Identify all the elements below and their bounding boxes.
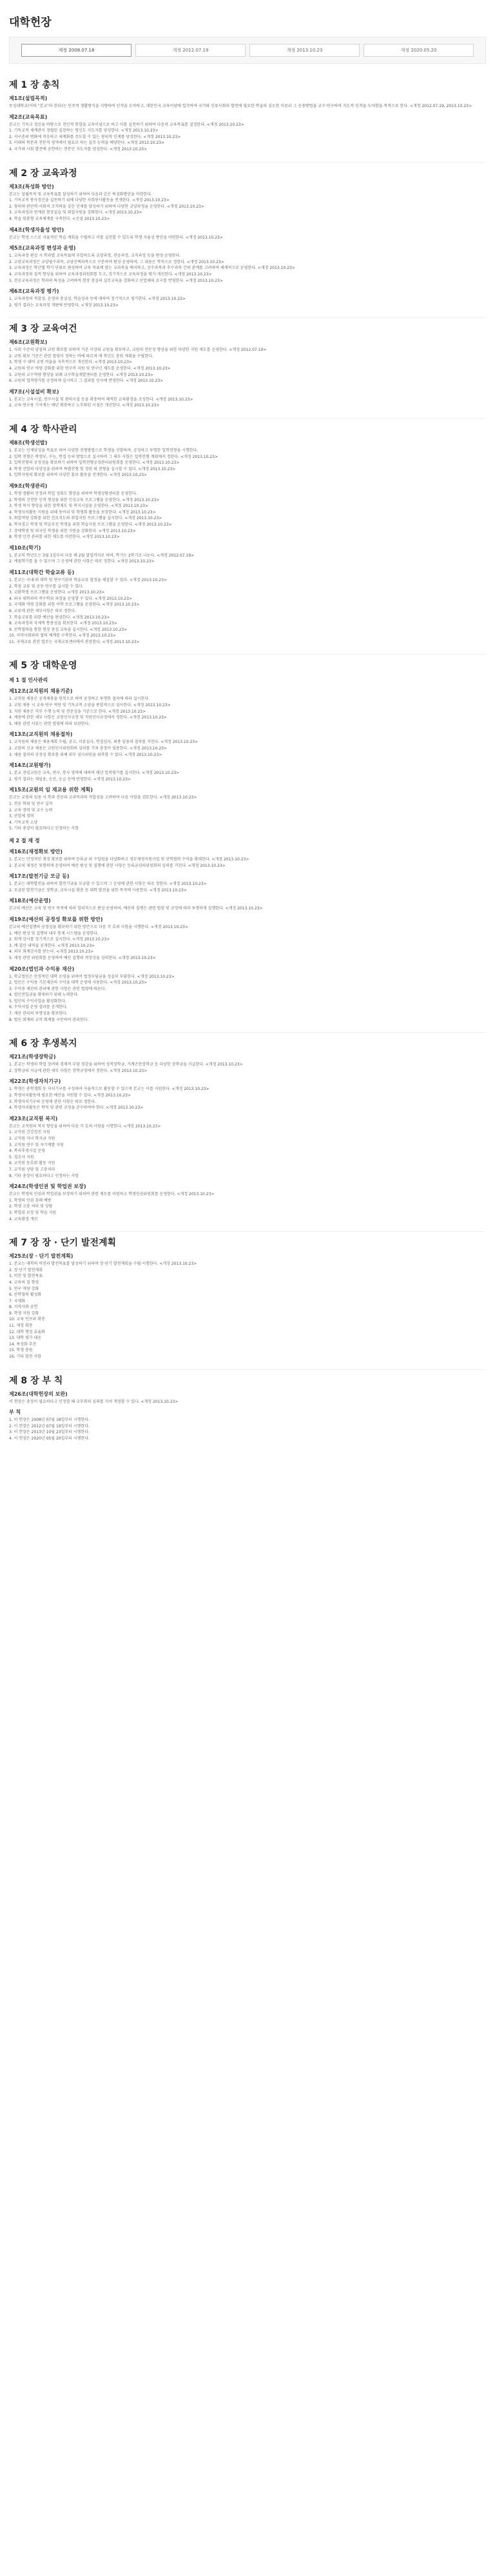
article	[9, 731, 486, 758]
clause-text: 4. 교육과정의 질적 향상을 위하여 교육과정위원회를 두고, 정기적으로 교육과정을 평가·개선한다. <개정 2013.10.23>	[9, 272, 212, 277]
chapter-title: 제 6 장 후생복지	[9, 1032, 486, 1049]
clause-text: 2. 법인은 수익용 기본재산의 수익을 대학 운영에 사용한다. <개정 2013.10.23>	[9, 980, 148, 986]
clause-text: 2. 평가 결과는 교육과정 개편에 반영한다. <개정 2013.10.23>	[9, 302, 119, 308]
clause-text: 2. 교원의 신규 채용은 교원인사위원회의 심의를 거쳐 총장이 임용한다. <개정 2013.10.23>	[9, 746, 167, 751]
article	[9, 1115, 486, 1179]
clause-text: 5. 법인의 수익사업을 활성화한다.	[9, 998, 66, 1004]
tab-revision-2020[interactable]: 개정 2020.05.20	[364, 44, 474, 57]
clause-text: 6. 교직원 동호회 활동 지원	[9, 1161, 55, 1166]
clause-text: 7. 장애학생 및 외국인 학생을 위한 지원을 강화한다. <개정 2013.10.23>	[9, 528, 136, 533]
chapter-title: 제 5 장 대학운영	[9, 654, 486, 671]
clause-text: 2. 교육·연구용 기자재는 매년 확충하고 노후화된 시설은 개선한다. <개정 2013.10.23>	[9, 403, 160, 408]
clause-text: 2. 교직원 자녀 학자금 지원	[9, 1136, 55, 1141]
clause-text: 2. 학생 고충 처리 및 상담	[9, 1204, 53, 1209]
clause-text: 1. 전공 학위 및 연구 실적	[9, 802, 53, 806]
clause-text: 5. 입학자원의 확보를 위하여 다양한 홍보 활동을 전개한다. <개정 2013.10.23>	[9, 473, 148, 478]
clause-text: 3. 교육과정과 연계된 현장실습 및 취업지원을 강화한다. <개정 2013.10.23>	[9, 210, 142, 215]
article	[9, 873, 486, 893]
clause-text: 2. 계절학기를 둘 수 있으며 그 운영에 관한 사항은 따로 정한다. <개정 2013.10.23>	[9, 559, 155, 564]
clause-text: 5. 국제화 역량 강화를 위한 어학 프로그램을 운영한다. <개정 2013.10.23>	[9, 602, 140, 608]
clause-text: 3. 비전 및 발전목표	[9, 1274, 43, 1279]
clause-text: 4. 외국 대학과의 복수학위 과정을 운영할 수 있다. <개정 2013.10.23>	[9, 596, 132, 601]
article-title: 제22조(학생자치기구)	[9, 1078, 61, 1085]
chapter	[9, 1369, 486, 1442]
clause-text: 4. 교육의 질 향상	[9, 1280, 39, 1285]
clause-text: 1. 사회 수준의 양질의 교원 확보를 위하여 기준 이상의 교원을 확보하고, 교원의 전문성 향상을 위한 다양한 지원 제도를 운영한다. <개정 2012.07.19>	[9, 348, 267, 353]
chapter-title: 제 1 장 총칙	[9, 80, 60, 90]
clause-text: 4. 복리후생시설 운영	[9, 1149, 45, 1154]
clause-text: 5. 교원의 교수역량 향상을 위해 교수학습개발센터를 운영한다. <개정 2013.10.23>	[9, 372, 153, 377]
article	[9, 762, 486, 782]
clause-text: 이 헌장은 총장이 필요하다고 인정할 때 교무회의 심의를 거쳐 개정할 수 있다. <개정 2013.10.23>	[9, 1399, 179, 1404]
clause-text: 2. 평가 결과는 재임용, 승진, 승급 등에 반영한다. <개정 2013.10.23>	[9, 777, 131, 782]
section-title: 제 1 절 인사관리	[9, 677, 48, 684]
article	[9, 1053, 486, 1074]
clause-text: 2. 교원 확보 기준은 관련 법령이 정하는 바에 따르며 매 학년도 충원 계획을 수립한다.	[9, 353, 153, 359]
clause-text: 3. 수익용 재산의 관리에 관한 사항은 관련 법령에 따른다.	[9, 986, 106, 991]
article	[9, 339, 486, 384]
clause-text: 11. 재정 확충	[9, 1323, 33, 1329]
clause-text: 8. 지역사회 공헌	[9, 1305, 38, 1310]
article	[9, 114, 486, 153]
chapter-title: 제 2 장 교육과정	[9, 162, 486, 179]
clause-text: 7. 교직원 상담 및 고충처리	[9, 1167, 55, 1172]
clause-text: 8. 학생 안전 관리를 위한 제도를 마련한다. <개정 2013.10.23>	[9, 535, 120, 540]
clause-text: 본교는 학생 스스로 자율적인 학습 계획을 수립하고 이를 실천할 수 있도록 학생 자율성 방안을 마련한다. <개정 2013.10.23>	[9, 235, 223, 240]
clause-text: 6. 산학협력 활성화	[9, 1293, 42, 1298]
clause-text: 본교는 기독교 정신을 바탕으로 전인적 통합을 교육이념으로 하고 이를 실천하기 위하여 다음의 교육목표를 설정한다. <개정 2013.10.23>	[9, 122, 244, 127]
article	[9, 569, 486, 646]
article-title: 제13조(교직원의 채용절차)	[9, 731, 73, 738]
clause-text: 동성대학교(이하 "본교"라 한다)는 민주적 생활방식을 지향하여 인격을 도야하고, 대한민국 교육이념에 입각하여 국가와 인류사회의 발전에 필요한 학술의 심오한 이론과 그 응용방법을 교수·연구하며 지도적 인격을 도야함을 목적으로 한다. <개정 2012.07.19, 2013.10.23>	[9, 104, 472, 108]
chapter-title: 제 3 장 교육여건	[9, 317, 486, 335]
clause-text: 3. 교육과정은 학년별 학기 단위로 편성하여 교육 목표에 맞는 교과목을 배치하고, 선수과목과 후수과목 간의 관계를 고려하여 체계적으로 운영한다. <개정 2013.10.23>	[9, 266, 295, 271]
article	[9, 1253, 486, 1360]
article	[9, 916, 486, 962]
clause-text: 3. 교직원 연수 및 자기계발 지원	[9, 1142, 64, 1147]
tab-revision-2013[interactable]: 개정 2013.10.23	[249, 44, 360, 57]
clause-text: 본교는 교원의 임용 시 학과 전공과 교과목과의 적합성을 고려하여 다음 사항을 검토한다. <개정 2013.10.23>	[9, 795, 197, 800]
revision-tabs	[9, 37, 486, 64]
article	[9, 1078, 486, 1111]
clause-text: 3. 산업체 경력	[9, 814, 34, 819]
article	[9, 439, 486, 479]
clause-text: 1. 기독교적 세계관이 정립된 실천하는 평신도 지도자를 양성한다. <개정 2013.10.23>	[9, 128, 159, 134]
clause-text: 4. 법인전입금을 확대하기 위해 노력한다.	[9, 993, 79, 998]
clause-text: 3. 예·결산 내역을 공개한다. <개정 2013.10.23>	[9, 943, 95, 948]
clause-text: 6. 수익사업 운영 결과를 공개한다.	[9, 1005, 68, 1010]
article-title: 제23조(교직원 복지)	[9, 1115, 58, 1122]
clause-text: 5. 재정 관련 위원회를 운영하여 예산 집행의 적정성을 심의한다. <개정 2013.10.23>	[9, 955, 156, 960]
article-title: 제17조(발전기금 모금 등)	[9, 873, 70, 880]
clause-text: 4. 교원의 연구 역량 강화를 위한 연구비 지원 및 연구년 제도를 운영한다. <개정 2013.10.23>	[9, 366, 171, 372]
clause-text: 4. 교육환경 개선	[9, 1216, 38, 1222]
clause-text: 1. 본교는 학생의 학업 장려와 경제적 부담 경감을 위하여 성적장학금, 가계곤란장학금 등 다양한 장학금을 지급한다. <개정 2013.10.23>	[9, 1062, 243, 1067]
clause-text: 2. 학생자치활동에 필요한 예산을 지원할 수 있다. <개정 2013.10.23>	[9, 1093, 131, 1098]
clause-text: 6. 학사경고 학생 및 학습부진 학생을 위한 학습지원 프로그램을 운영한다. <개정 2013.10.23>	[9, 522, 172, 527]
clause-text: 16. 기타 발전 사항	[9, 1354, 42, 1360]
chapter	[9, 74, 486, 153]
article	[9, 288, 486, 308]
chapter	[9, 162, 486, 309]
clause-text: 본교는 학생의 인권과 학업권을 보장하기 위하여 관련 제도를 마련하고 학생인권위원회를 운영한다. <개정 2013.10.23>	[9, 1192, 215, 1197]
article	[9, 966, 486, 1024]
clause-text: 1. 학생의 인권 침해 예방	[9, 1198, 52, 1203]
clause-text: 본교는 교직원의 복지 향상을 위하여 다음 각 호의 사항을 시행한다. <개정 2013.10.23>	[9, 1124, 161, 1129]
clause-text: 1. 본교의 학년도는 3월 1일부터 다음 해 2월 말일까지로 하며, 학기는 2학기로 나눈다. <개정 2012.07.19>	[9, 553, 195, 558]
clause-text: 2. 장·단기 발전계획	[9, 1267, 43, 1273]
article-title: 제6조(교원확보)	[9, 339, 48, 346]
clause-text: 1. 학교법인은 안정적인 대학 운영을 위하여 법정부담금을 성실히 부담한다. <개정 2013.10.23>	[9, 974, 175, 979]
page-title: 대학헌장	[9, 16, 52, 29]
chapter	[9, 1032, 486, 1222]
article-title: 제20조(법인과 수익용 재산)	[9, 966, 75, 972]
article-title: 제1조(설립목적)	[9, 95, 48, 101]
clause-text: 4. 외부 회계감사를 받는다. <개정 2013.10.23>	[9, 949, 94, 955]
clause-text: 1. 본교는 대학발전을 위하여 발전기금을 모금할 수 있으며 그 운영에 관한 사항은 따로 정한다. <개정 2013.10.23>	[9, 882, 207, 887]
clause-text: 1. 학생은 총학생회 등 자치기구를 구성하여 자율적으로 활동할 수 있으며 본교는 이를 지원한다. <개정 2013.10.23>	[9, 1087, 209, 1092]
article	[9, 482, 486, 540]
clause-text: 3. 입학전형의 공정성을 확보하기 위하여 입학전형공정관리위원회를 운영한다. <개정 2013.10.23>	[9, 461, 180, 466]
clause-text: 2. 회계 감사를 정기적으로 실시한다. <개정 2013.10.23>	[9, 937, 110, 942]
article-title: 제12조(교직원의 채용기준)	[9, 688, 73, 695]
clause-text: 3. 채용 절차의 공정성 확보를 위해 외부 심사위원을 위촉할 수 있다. <개정 2013.10.23>	[9, 752, 162, 757]
clause-text: 8. 기타 총장이 필요하다고 인정하는 사항	[9, 1173, 79, 1178]
clause-text: 2. 모금된 발전기금은 장학금, 교육시설 확충 등 대학 발전을 위한 목적에 사용한다. <개정 2013.10.23>	[9, 887, 187, 893]
clause-text: 13. 대학 평가 대응	[9, 1336, 42, 1341]
clause-text: 15. 학생 충원	[9, 1348, 33, 1353]
clause-text: 5. 채용 관련 서류는 관련 법령에 따라 보관한다.	[9, 721, 90, 726]
article-title: 부 칙	[9, 1409, 21, 1416]
clause-text: 2. 학점 교류 및 공동 연구를 실시할 수 있다.	[9, 584, 84, 589]
article	[9, 244, 486, 284]
clause-text: 4. 이 헌장은 2020년 05월 20일부터 시행한다.	[9, 1436, 90, 1441]
clause-text: 6. 교원의 업적평가를 공정하게 실시하고 그 결과를 인사에 반영한다. <개정 2013.10.23>	[9, 379, 164, 384]
clause-text: 1. 본교는 교육시설, 연구시설 및 편의시설 등을 확충하여 쾌적한 교육환경을 조성한다. <개정 2013.10.23>	[9, 397, 193, 402]
article-title: 제7조(시설설비 확보)	[9, 388, 59, 395]
clause-text: 본교는 설립목적 및 교육목표를 달성하기 위하여 다음과 같은 특성화방안을 마련한다.	[9, 192, 152, 197]
clause-text: 3. 직원 채용은 직무 수행 능력 및 전문성을 기준으로 한다. <개정 2013.10.23>	[9, 709, 146, 714]
clause-text: 2. 본교의 재정은 투명하게 운영하며 예산 편성 및 집행에 관한 사항은 등록금심의위원회의 심의를 거친다. <개정 2013.10.23>	[9, 863, 226, 868]
chapter-title: 제 7 장 장 · 단기 발전계획	[9, 1231, 486, 1249]
clause-text: 7. 국제화	[9, 1298, 26, 1303]
clause-text: 본교의 예산집행의 공정성을 확보하기 위한 방안으로 다음 각 호의 사항을 시행한다. <개정 2013.10.23>	[9, 924, 188, 929]
tab-revision-2012[interactable]: 개정 2012.07.19	[135, 44, 246, 57]
clause-text: 1. 이 헌장은 2008년 07월 18일부터 시행한다.	[9, 1418, 90, 1423]
clause-text: 2. 장학금의 지급에 관한 세부 사항은 장학규정에서 정한다. <개정 2013.10.23>	[9, 1068, 148, 1073]
clause-text: 4. 학습 맞춤형 교육체계를 구축한다. <신설 2013.10.23>	[9, 216, 110, 221]
clause-text: 3. 학업권 보장 및 학습 지원	[9, 1210, 57, 1215]
clause-text: 6. 교류에 관한 세부사항은 따로 정한다.	[9, 608, 77, 613]
article-title: 제25조(장 · 단기 발전계획)	[9, 1253, 73, 1260]
article-title: 제2조(교육목표)	[9, 114, 48, 120]
chapter	[9, 1231, 486, 1360]
clause-text: 3. 미래의 학문과 전문직 영역에서 필요로 하는 실무 능력을 배양한다. <개정 2013.10.23>	[9, 141, 165, 146]
clause-text: 4. 국가와 사회 발전에 공헌하는 전문인 지도자를 양성한다. <개정 2013.10.23>	[9, 146, 148, 152]
clause-text: 4. 학생 선발의 다양성을 위하여 특별전형 및 정원 외 전형을 실시할 수 있다. <개정 2013.10.23>	[9, 466, 176, 471]
article-title: 제9조(학생관리)	[9, 483, 48, 489]
clause-text: 12. 대학 행정 효율화	[9, 1329, 45, 1334]
clause-text: 2. 입학 전형은 학생부, 수능, 면접 등의 방법으로 실시하며 그 세부 사항은 입학전형 계획에서 정한다. <개정 2013.10.23>	[9, 454, 218, 459]
clause-text: 8. 교육과정의 국제적 통용성을 확보한다. <개정 2013.10.23>	[9, 621, 117, 626]
article-title: 제24조(학생인권 및 학업권 보장)	[9, 1184, 86, 1190]
article-title: 제16조(재정확보 방안)	[9, 848, 63, 855]
clause-text: 1. 본교는 대학의 비전과 발전목표를 달성하기 위하여 장·단기 발전계획을 수립·시행한다. <개정 2013.10.23>	[9, 1262, 197, 1267]
clause-text: 5. 취업역량 강화를 위한 진로지도와 취업지원 프로그램을 실시한다. <개정 2013.10.23>	[9, 516, 162, 521]
clause-text: 4. 학생자치활동 지원을 위해 동아리 및 학생회 활동을 보장한다. <개정 2013.10.23>	[9, 510, 156, 515]
article	[9, 786, 486, 832]
article	[9, 95, 486, 110]
clause-text: 1. 본교는 안정적인 재정 확보를 위하여 등록금 외 수입원을 다양화하고 정부재정지원사업 및 산학협력 수익을 확대한다. <개정 2013.10.23>	[9, 857, 249, 862]
article-title: 제4조(학생자율성 방안)	[9, 226, 64, 233]
chapter-title: 제 8 장 부 칙	[9, 1369, 486, 1387]
clause-text: 1. 교육과정의 적합성, 운영의 충실성, 학습성과 등에 대하여 정기적으로 평가한다. <개정 2013.10.23>	[9, 297, 186, 302]
article-title: 제15조(교원의 임 재교용 위한 계획)	[9, 787, 93, 793]
clause-text: 3. 이 헌장은 2013년 10월 23일부터 시행한다.	[9, 1430, 90, 1435]
clause-text: 1. 본교는 인재양성을 목표로 하여 다양한 전형방법으로 학생을 선발하며, 공정하고 투명한 입학전형을 시행한다.	[9, 448, 199, 453]
clause-text: 1. 예산 편성 및 집행의 내부 통제 시스템을 운영한다.	[9, 931, 99, 936]
clause-text: 3. 학생 복지 향상을 위한 장학제도 및 복지시설을 운영한다. <개정 2013.10.23>	[9, 504, 149, 509]
clause-text: 5. 기타 총장이 필요하다고 인정하는 사항	[9, 826, 79, 831]
clause-text: 1. 기독교적 봉사정신을 실천하기 위해 다양한 사회봉사활동을 전개한다. <개정 2013.10.23>	[9, 198, 170, 203]
clause-text: 7. 학술교류를 위한 예산을 편성한다. <개정 2013.10.23>	[9, 615, 110, 620]
clause-text: 1. 교육과정 편성 시 학과별 교육목표에 부합하도록 교양과정, 전공과정, 교직과정 등을 편성·운영한다.	[9, 253, 181, 259]
clause-text: 5. 경조사 지원	[9, 1154, 34, 1160]
article-title: 제18조(예산운영)	[9, 898, 51, 904]
clause-text: 본교의 예산은 교육 및 연구 목적에 따라 합리적으로 편성·운영하며, 예산의 집행은 관련 법령 및 규정에 따라 투명하게 집행한다. <개정 2013.10.23>	[9, 906, 263, 911]
tab-revision-2008[interactable]: 제정 2008.07.18	[21, 44, 131, 57]
chapter-title: 제 4 장 학사관리	[9, 418, 486, 435]
article	[9, 1409, 486, 1442]
clause-text: 7. 재산 관리의 투명성을 확보한다.	[9, 1011, 68, 1016]
clause-text: 1. 교직원 건강검진 지원	[9, 1130, 50, 1135]
article	[9, 1183, 486, 1222]
clause-text: 4. 기독교적 소양	[9, 820, 38, 825]
clause-text: 4. 학생자치활동은 학칙 및 관련 규정을 준수하여야 한다. <개정 2013.10.23>	[9, 1105, 144, 1111]
clause-text: 1. 교직원의 채용은 채용계획 수립, 공고, 서류심사, 면접심사, 최종 임용의 절차를 거친다. <개정 2013.10.23>	[9, 740, 199, 745]
clause-text: 9. 학생 지원 강화	[9, 1311, 39, 1316]
clause-text: 5. 전공교육과정은 학과의 특성을 고려하여 현장 중심의 실무교육을 강화하고 산업체의 요구를 반영한다. <개정 2013.10.23>	[9, 278, 223, 283]
article	[9, 688, 486, 727]
clause-text: 3. 학생 수 대비 교원 비율을 지속적으로 개선한다. <개정 2013.10.23>	[9, 360, 132, 365]
clause-text: 1. 교직원 채용은 공개채용을 원칙으로 하며 공정하고 투명한 절차에 따라 실시한다.	[9, 697, 150, 702]
article	[9, 388, 486, 409]
clause-text: 2. 이 헌장은 2012년 07월 19일부터 시행한다.	[9, 1423, 90, 1429]
chapter	[9, 317, 486, 409]
clause-text: 2. 교원 채용 시 교육·연구 역량 및 기독교적 소양을 종합적으로 심사한다. <개정 2013.10.23>	[9, 703, 171, 708]
article	[9, 848, 486, 869]
clause-text: 2. 교육 경력 및 교수 능력	[9, 807, 53, 813]
clause-text: 1. 본교는 국내·외 대학 및 연구기관과 학술교류 협정을 체결할 수 있다. <개정 2013.10.23>	[9, 577, 167, 582]
clause-text: 10. 지역사회와의 협력 체계를 구축한다. <개정 2013.10.23>	[9, 633, 116, 639]
clause-text: 2. 지구촌의 변화에 적응하고 세계화를 주도할 수 있는 창의적 인재를 양성한다. <개정 2013.10.23>	[9, 134, 181, 139]
charter-body	[9, 74, 486, 1442]
chapter	[9, 418, 486, 645]
article-title: 제5조(교육과정 편성과 운영)	[9, 245, 76, 252]
clause-text: 4. 채용에 관한 세부 사항은 교원인사규정 및 직원인사규정에서 정한다. <개정 2013.10.23>	[9, 715, 167, 720]
clause-text: 1. 학생 생활의 안정과 학업 성취도 향상을 위하여 학생상담센터를 운영한다.	[9, 491, 137, 496]
article-title: 제8조(학생선발)	[9, 440, 48, 446]
clause-text: 3. 교환학생 프로그램을 운영한다. <개정 2013.10.23>	[9, 590, 105, 595]
article-title: 제26조(대학헌장의 보완)	[9, 1391, 68, 1397]
clause-text: 1. 본교 전임교원은 교육, 연구, 봉사 영역에 대하여 매년 업적평가를 실시한다. <개정 2013.10.23>	[9, 771, 180, 776]
article-title: 제6조(교육과정 평가)	[9, 288, 59, 295]
article-title: 제21조(학생장학금)	[9, 1054, 56, 1060]
article	[9, 897, 486, 912]
article-title: 제14조(교원평가)	[9, 762, 51, 769]
clause-text: 11. 국제교류 관련 업무는 국제교류센터에서 관장한다. <개정 2013.10.23>	[9, 639, 140, 644]
clause-text: 10. 교육 인프라 확충	[9, 1317, 45, 1322]
clause-text: 2. 교양교육과정은 교양필수과목, 교양선택과목으로 구분하여 편성·운영하며, 그 내용은 학칙으로 정한다. <개정 2013.10.23>	[9, 259, 224, 264]
article-title: 제3조(특성화 방안)	[9, 183, 54, 190]
article	[9, 183, 486, 223]
section-title: 제 2 절 재 정	[9, 837, 40, 844]
clause-text: 8. 법인 회계와 교비 회계를 구분하여 관리한다.	[9, 1017, 89, 1022]
article-title: 제10조(학기)	[9, 544, 41, 551]
article	[9, 226, 486, 241]
clause-text: 5. 연구 역량 강화	[9, 1286, 39, 1291]
clause-text: 14. 특성화 추진	[9, 1342, 37, 1347]
article	[9, 544, 486, 565]
clause-text: 2. 창의력·판단력·사회적 조직력을 갖춘 인재를 양성하기 위하여 다양한 교양과정을 운영한다. <개정 2013.10.23>	[9, 204, 204, 209]
article-title: 제11조(대학간 학술교류 등)	[9, 569, 75, 575]
clause-text: 2. 학생의 건전한 인격 형성을 위한 인성교육 프로그램을 운영한다. <개정 2013.10.23>	[9, 497, 160, 502]
chapter	[9, 654, 486, 1023]
article-title: 제19조(예산의 공정성 확보를 위한 방안)	[9, 916, 103, 922]
clause-text: 3. 학생자치기구의 운영에 관한 사항은 따로 정한다.	[9, 1099, 96, 1104]
article	[9, 1391, 486, 1405]
clause-text: 9. 산학협력을 통한 현장 중심 교육을 실시한다. <개정 2013.10.23>	[9, 627, 128, 632]
